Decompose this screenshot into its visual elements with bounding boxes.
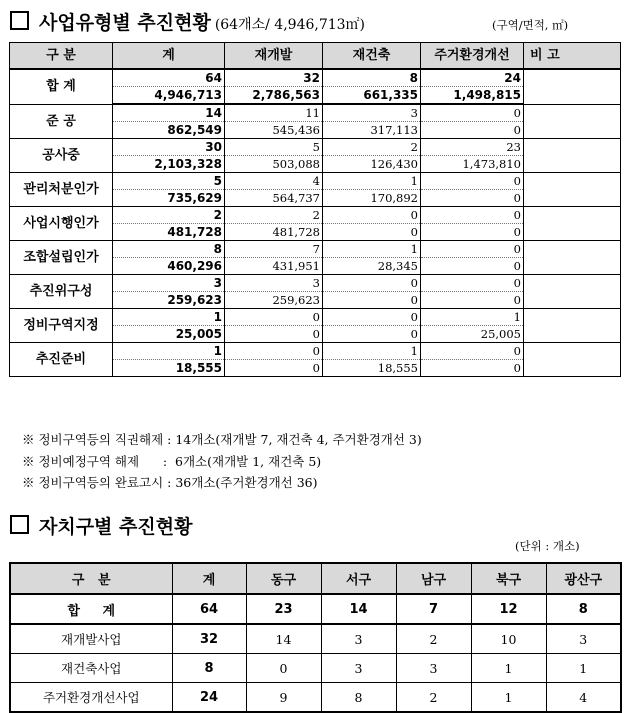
section2-heading [10, 512, 192, 539]
area-cell: 545,436 [225, 122, 323, 139]
row-label: 준 공 [10, 104, 113, 139]
table-header-row [10, 43, 621, 70]
col-header-bukgu: 북구 [471, 563, 546, 594]
area-cell: 0 [421, 258, 524, 275]
area-cell: 2,103,328 [113, 156, 225, 173]
count-cell: 11 [225, 104, 323, 122]
row-label: 합 계 [10, 594, 172, 624]
section2-unit: (단위 : 개소) [515, 539, 580, 553]
section1-heading [10, 8, 365, 35]
row-label: 합 계 [10, 69, 113, 104]
area-cell: 0 [225, 326, 323, 343]
row-label: 관리처분인가 [10, 173, 113, 207]
table-row [10, 654, 621, 683]
count-cell: 0 [421, 241, 524, 258]
area-cell: 862,549 [113, 122, 225, 139]
area-cell: 0 [421, 224, 524, 241]
count-cell: 14 [113, 104, 225, 122]
table-row-count [10, 104, 621, 122]
col-header-category: 구 분 [10, 563, 172, 594]
row-label: 추진위구성 [10, 275, 113, 309]
count-cell: 4 [225, 173, 323, 190]
col-header-donggu: 동구 [246, 563, 321, 594]
remarks-cell [524, 275, 621, 309]
value-cell: 14 [321, 594, 396, 624]
value-cell: 3 [321, 654, 396, 683]
table-row-count [10, 343, 621, 360]
area-cell: 2,786,563 [225, 87, 323, 105]
count-cell: 3 [225, 275, 323, 292]
area-cell: 170,892 [323, 190, 421, 207]
note-item: ※ 정비구역등의 직권해제 : 14개소(재개발 7, 재건축 4, 주거환경개선 3) [22, 432, 422, 447]
col-header-total: 계 [113, 43, 225, 70]
count-cell: 1 [323, 241, 421, 258]
note-item: ※ 정비구역등의 완료고시 : 36개소(주거환경개선 36) [22, 475, 318, 490]
col-header-reconstruction: 재건축 [323, 43, 421, 70]
area-cell: 0 [421, 292, 524, 309]
count-cell: 0 [323, 309, 421, 326]
value-cell: 9 [246, 683, 321, 713]
section1-unit: (구역/면적, ㎡) [492, 18, 569, 32]
count-cell: 1 [323, 173, 421, 190]
count-cell: 24 [421, 69, 524, 87]
value-cell: 7 [396, 594, 471, 624]
table-row-count [10, 69, 621, 87]
area-cell: 0 [421, 122, 524, 139]
remarks-cell [524, 207, 621, 241]
col-header-total: 계 [172, 563, 246, 594]
remarks-cell [524, 69, 621, 104]
count-cell: 7 [225, 241, 323, 258]
area-cell: 0 [421, 190, 524, 207]
note-item: ※ 정비예정구역 해제 : 6개소(재개발 1, 재건축 5) [22, 453, 322, 469]
area-cell: 460,296 [113, 258, 225, 275]
table-row-count [10, 207, 621, 224]
row-label: 정비구역지정 [10, 309, 113, 343]
value-cell: 8 [321, 683, 396, 713]
count-cell: 64 [113, 69, 225, 87]
count-cell: 5 [225, 139, 323, 156]
area-cell: 259,623 [225, 292, 323, 309]
area-cell: 317,113 [323, 122, 421, 139]
count-cell: 8 [323, 69, 421, 87]
notes-list [22, 429, 422, 494]
value-cell: 24 [172, 683, 246, 713]
row-label: 공사중 [10, 139, 113, 173]
section1-subtitle: (64개소/ 4,946,713㎡) [214, 17, 366, 33]
count-cell: 8 [113, 241, 225, 258]
table-row [10, 624, 621, 654]
value-cell: 64 [172, 594, 246, 624]
area-cell: 481,728 [225, 224, 323, 241]
area-cell: 481,728 [113, 224, 225, 241]
value-cell: 3 [546, 624, 621, 654]
count-cell: 0 [323, 275, 421, 292]
row-label: 재개발사업 [10, 624, 172, 654]
remarks-cell [524, 104, 621, 139]
remarks-cell [524, 343, 621, 377]
section2-title: 자치구별 추진현황 [39, 516, 193, 538]
remarks-cell [524, 173, 621, 207]
table-header-row [10, 563, 621, 594]
area-cell: 735,629 [113, 190, 225, 207]
count-cell: 1 [421, 309, 524, 326]
col-header-residential-improvement: 주거환경개선 [421, 43, 524, 70]
count-cell: 1 [113, 309, 225, 326]
col-header-gwangsangu: 광산구 [546, 563, 621, 594]
col-header-seogu: 서구 [321, 563, 396, 594]
value-cell: 8 [172, 654, 246, 683]
value-cell: 14 [246, 624, 321, 654]
count-cell: 0 [421, 173, 524, 190]
table-row-count [10, 173, 621, 190]
count-cell: 0 [225, 309, 323, 326]
value-cell: 1 [471, 683, 546, 713]
value-cell: 3 [396, 654, 471, 683]
table-row [10, 594, 621, 624]
count-cell: 5 [113, 173, 225, 190]
count-cell: 3 [323, 104, 421, 122]
count-cell: 32 [225, 69, 323, 87]
area-cell: 25,005 [421, 326, 524, 343]
count-cell: 23 [421, 139, 524, 156]
count-cell: 3 [113, 275, 225, 292]
count-cell: 30 [113, 139, 225, 156]
value-cell: 1 [546, 654, 621, 683]
table-row-count [10, 241, 621, 258]
row-label: 주거환경개선사업 [10, 683, 172, 713]
count-cell: 0 [421, 343, 524, 360]
area-cell: 18,555 [113, 360, 225, 377]
area-cell: 259,623 [113, 292, 225, 309]
value-cell: 10 [471, 624, 546, 654]
count-cell: 1 [323, 343, 421, 360]
area-cell: 0 [225, 360, 323, 377]
count-cell: 0 [421, 275, 524, 292]
value-cell: 32 [172, 624, 246, 654]
row-label: 추진준비 [10, 343, 113, 377]
value-cell: 2 [396, 683, 471, 713]
value-cell: 3 [321, 624, 396, 654]
row-label: 재건축사업 [10, 654, 172, 683]
area-cell: 0 [323, 292, 421, 309]
value-cell: 12 [471, 594, 546, 624]
area-cell: 126,430 [323, 156, 421, 173]
count-cell: 2 [225, 207, 323, 224]
count-cell: 0 [421, 207, 524, 224]
count-cell: 0 [421, 104, 524, 122]
value-cell: 4 [546, 683, 621, 713]
value-cell: 8 [546, 594, 621, 624]
count-cell: 2 [113, 207, 225, 224]
area-cell: 661,335 [323, 87, 421, 105]
area-cell: 431,951 [225, 258, 323, 275]
section1-title: 사업유형별 추진현황 [39, 12, 211, 34]
remarks-cell [524, 309, 621, 343]
col-header-remarks: 비 고 [524, 43, 621, 70]
count-cell: 1 [113, 343, 225, 360]
value-cell: 2 [396, 624, 471, 654]
count-cell: 0 [323, 207, 421, 224]
project-type-table [9, 42, 621, 377]
value-cell: 1 [471, 654, 546, 683]
col-header-category: 구 분 [10, 43, 113, 70]
area-cell: 564,737 [225, 190, 323, 207]
count-cell: 0 [225, 343, 323, 360]
area-cell: 503,088 [225, 156, 323, 173]
row-label: 조합설립인가 [10, 241, 113, 275]
table-row-count [10, 309, 621, 326]
table-row-count [10, 275, 621, 292]
area-cell: 28,345 [323, 258, 421, 275]
row-label: 사업시행인가 [10, 207, 113, 241]
table-row-count [10, 139, 621, 156]
district-table [9, 562, 622, 713]
count-cell: 2 [323, 139, 421, 156]
area-cell: 1,498,815 [421, 87, 524, 105]
area-cell: 0 [323, 224, 421, 241]
area-cell: 0 [421, 360, 524, 377]
remarks-cell [524, 139, 621, 173]
value-cell: 23 [246, 594, 321, 624]
area-cell: 25,005 [113, 326, 225, 343]
table-row [10, 683, 621, 713]
area-cell: 18,555 [323, 360, 421, 377]
remarks-cell [524, 241, 621, 275]
checkbox-square-icon [10, 515, 29, 534]
col-header-redevelopment: 재개발 [225, 43, 323, 70]
area-cell: 4,946,713 [113, 87, 225, 105]
checkbox-square-icon [10, 11, 29, 30]
col-header-namgu: 남구 [396, 563, 471, 594]
area-cell: 0 [323, 326, 421, 343]
value-cell: 0 [246, 654, 321, 683]
area-cell: 1,473,810 [421, 156, 524, 173]
